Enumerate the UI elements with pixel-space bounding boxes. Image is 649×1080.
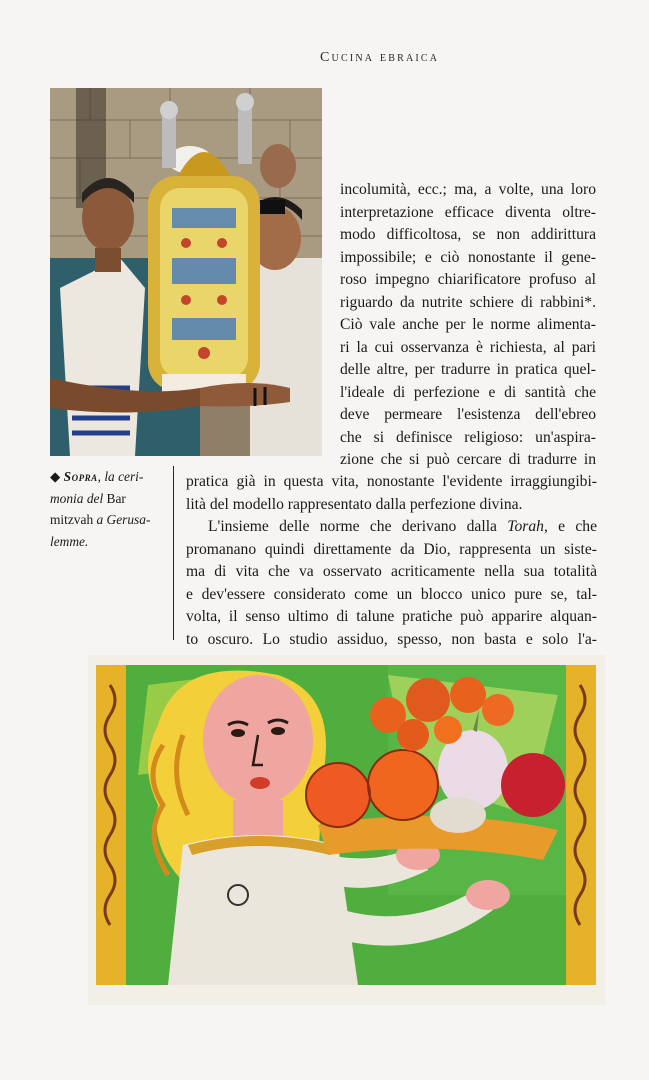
- text-line: promanano quindi direttamente da Dio, rappresenta un siste-: [186, 540, 597, 558]
- caption-divider: [173, 466, 174, 640]
- text-line: interpretazione efficace diventa oltre-: [340, 203, 596, 221]
- text-line: pratica già in questa vita, nonostante l'evidente irraggiungibi-: [186, 473, 597, 490]
- text-line: incolumità, ecc.; ma, a volte, una loro: [340, 181, 596, 198]
- text-line: roso impegno chiarificatore profuso al: [340, 271, 596, 288]
- text-line: to oscuro. Lo studio assiduo, spesso, non basta e solo l'a-: [186, 630, 597, 648]
- text-line: ma di vita che va osservato acriticamente nella sua totalità: [186, 563, 597, 580]
- text-line: lità del modello rappresentato dalla perfezione divina.: [186, 495, 523, 513]
- diamond-bullet-icon: ◆: [50, 469, 61, 484]
- text-line: ri la cui osservanza è richiesta, al pari: [340, 338, 596, 356]
- caption-lead: Sopra: [63, 469, 98, 484]
- text-line: volta, il senso ultimo di talune pratiche può apparire alquan-: [186, 608, 597, 625]
- running-title: Cucina ebraica: [320, 50, 440, 65]
- torah-term: Torah: [507, 518, 544, 535]
- text-line: che si definisce religioso: un'aspira-: [340, 428, 596, 446]
- text-line: zione che si può cercare di tradurre in: [340, 451, 596, 468]
- photo-caption: ◆ Sopra, la ceri- monia del Bar mitzvah a Gerusa- lemme.: [50, 469, 151, 549]
- text-line: modo difficoltosa, se non addirittura: [340, 226, 596, 243]
- text-line: deve permeare l'esistenza dell'ebreo: [340, 406, 596, 423]
- text-line: riguardo da nutrite schiere di rabbini*.: [340, 293, 596, 311]
- bar-mitzvah-photo: [50, 88, 322, 456]
- text-line: impossibile; e ciò nonostante il gene-: [340, 248, 596, 266]
- batik-illustration: [88, 655, 605, 1005]
- text-line: e dev'essere considerato come un blocco unico pure se, tal-: [186, 585, 597, 603]
- text-line: l'ideale di perfezione e di santità che: [340, 383, 596, 401]
- paragraph-start: L'insieme delle norme che derivano dalla Torah, e che: [208, 518, 597, 535]
- body-wide: [186, 471, 597, 651]
- text-line: delle altre, per tradurre in pratica quel-: [340, 361, 596, 378]
- body-column: [340, 179, 596, 472]
- text-line: Ciò vale anche per le norme alimenta-: [340, 316, 596, 333]
